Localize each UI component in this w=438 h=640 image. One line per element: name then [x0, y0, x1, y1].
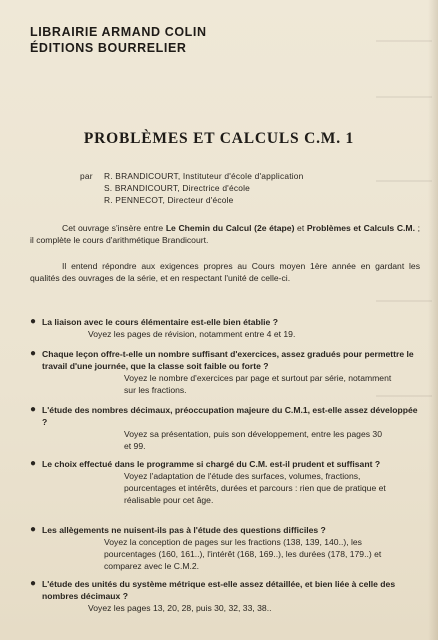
question-text: Les allègements ne nuisent-ils pas à l'étude des questions difficiles ? — [42, 525, 326, 535]
question-item — [30, 524, 422, 572]
question-text: L'étude des unités du système métrique est-elle assez détaillée, et bien liée à celle des nombres décimaux ? — [42, 579, 396, 601]
intro-paragraph-2: Il entend répondre aux exigences propres au Cours moyen 1ère année en gardant les qualités des ouvrages de la série, et en respectant l'unité de celle-ci. — [30, 261, 420, 284]
question-text: L'étude des nombres décimaux, préoccupation majeure du C.M.1, est-elle assez développée ? — [42, 405, 418, 427]
answer-text: Voyez les pages 13, 20, 28, puis 30, 32, 33, 38.. — [88, 603, 272, 613]
bleed-through-mark — [376, 96, 432, 98]
bleed-through-mark — [376, 180, 432, 182]
bullet-icon: ● — [30, 316, 37, 327]
answer-text: Voyez la conception de pages sur les fractions (138, 139, 140..), les pourcentages (160, 161..), l'intérêt (168, 169..), les durées (178, 179..) et comparez avec le C.M.2. — [104, 537, 382, 571]
answer-text: Voyez le nombre d'exercices par page et surtout par série, notamment sur les fractions. — [124, 373, 392, 395]
question-text: Chaque leçon offre-t-elle un nombre suffisant d'exercices, assez gradués pour permettre le travail d'une journée, que la classe soit faible ou forte ? — [42, 349, 414, 371]
question-item — [30, 316, 422, 340]
publisher-imprint: ÉDITIONS BOURRELIER — [30, 41, 187, 55]
bullet-icon: ● — [30, 404, 37, 415]
answer-text: Voyez les pages de révision, notamment entre 4 et 19. — [88, 329, 296, 339]
question-text: Le choix effectué dans le programme si chargé du C.M. est-il prudent et suffisant ? — [42, 459, 381, 469]
bleed-through-mark — [376, 40, 432, 42]
bullet-icon: ● — [30, 578, 37, 589]
bullet-icon: ● — [30, 524, 37, 535]
book-reference: Le Chemin du Calcul (2e étape) — [165, 223, 295, 233]
authors-par-label: par — [80, 171, 93, 181]
publisher-name: LIBRAIRIE ARMAND COLIN — [30, 25, 207, 39]
question-item — [30, 578, 422, 614]
authors-block — [80, 170, 304, 206]
question-item — [30, 348, 422, 396]
bullet-icon: ● — [30, 348, 37, 359]
author-line: R. PENNECOT, Directeur d'école — [104, 195, 234, 205]
answer-text: Voyez l'adaptation de l'étude des surfaces, volumes, fractions, pourcentages et intérêts, durées et parcours : rien que de pratique et réalisable pour cet âge. — [124, 471, 386, 505]
question-item — [30, 404, 422, 452]
author-line: R. BRANDICOURT, Instituteur d'école d'application — [104, 171, 304, 181]
question-text: La liaison avec le cours élémentaire est-elle bien établie ? — [42, 317, 278, 327]
intro-paragraph-1: Cet ouvrage s'insère entre Le Chemin du Calcul (2e étape) et Problèmes et Calculs C.M. ; il complète le cours d'arithmétique Brandicourt. — [30, 223, 420, 246]
publisher-block — [30, 24, 207, 56]
bullet-icon: ● — [30, 458, 37, 469]
book-reference: Problèmes et Calculs C.M. — [306, 223, 415, 233]
bleed-through-mark — [376, 300, 432, 302]
book-title: PROBLÈMES ET CALCULS C.M. 1 — [83, 130, 355, 147]
question-item — [30, 458, 422, 506]
author-line: S. BRANDICOURT, Directrice d'école — [104, 183, 250, 193]
answer-text: Voyez sa présentation, puis son développement, entre les pages 30 et 99. — [124, 429, 382, 451]
